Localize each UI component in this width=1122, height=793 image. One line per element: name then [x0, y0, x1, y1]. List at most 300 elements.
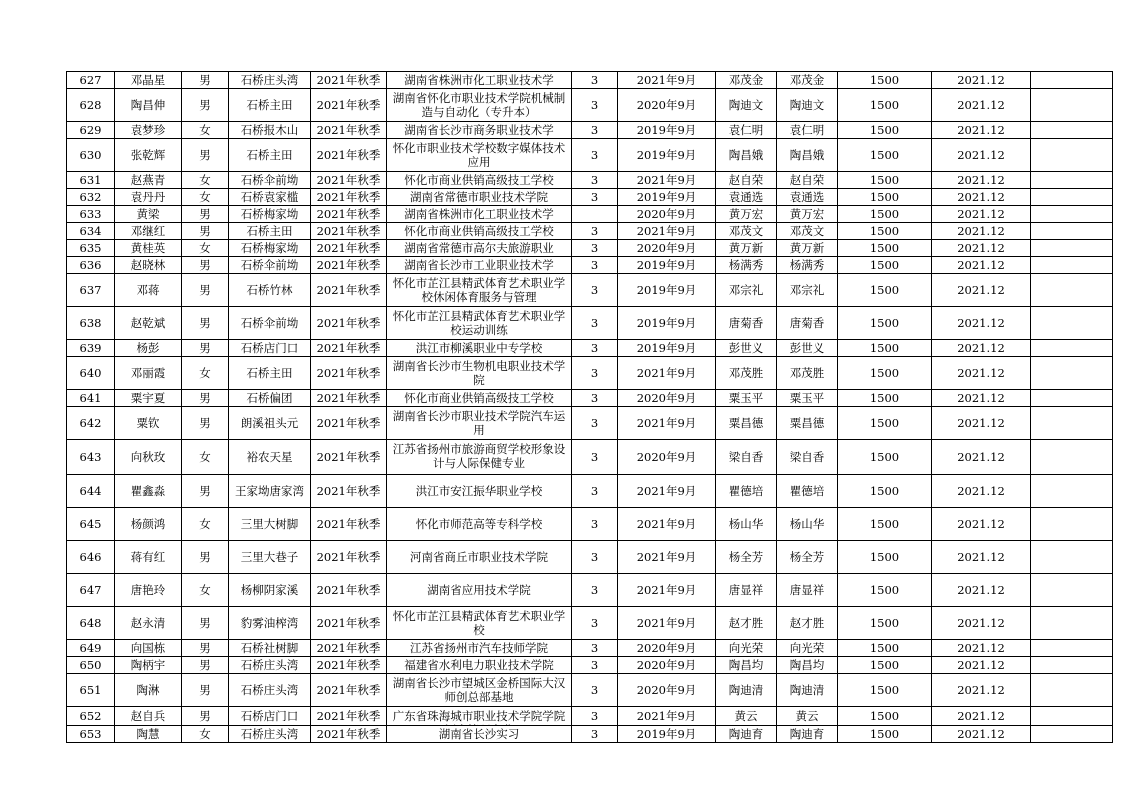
student-name-cell: [115, 640, 182, 657]
enrollment-date-cell: [618, 240, 716, 257]
payee-name-cell: [777, 206, 838, 223]
remarks-cell: [1031, 726, 1113, 743]
term-cell: [311, 541, 387, 574]
payee-name-cell: [777, 508, 838, 541]
program-years: 3: [590, 550, 599, 564]
enrollment-date: 2021年9月: [636, 583, 697, 597]
gender-cell: [182, 139, 229, 172]
guardian-name-cell: [716, 440, 777, 475]
payment-date-cell: [932, 707, 1031, 726]
program-years: 3: [590, 583, 599, 597]
table-row: [67, 257, 1113, 274]
village: 石桥庄头湾: [240, 727, 299, 741]
table-row: [67, 508, 1113, 541]
subsidy-amount: 1500: [869, 190, 900, 204]
enrollment-date: 2021年9月: [636, 484, 697, 498]
row-number-cell: [67, 139, 115, 172]
village: 裕农天星: [246, 450, 293, 464]
enrollment-date-cell: [618, 357, 716, 390]
term: 2021年秋季: [316, 366, 381, 380]
school: 湖南省株洲市化工职业技术学: [404, 73, 554, 87]
student-name-cell: [115, 407, 182, 440]
payee-name: 陶昌娥: [789, 148, 825, 162]
guardian-name: 袁通选: [728, 190, 764, 204]
school: 湖南省株洲市化工职业技术学: [404, 207, 554, 221]
subsidy-amount-cell: [838, 223, 932, 240]
table-row: [67, 541, 1113, 574]
payee-name: 袁通选: [789, 190, 825, 204]
table-body: [67, 72, 1113, 743]
student-name: 黄梁: [136, 207, 160, 221]
term-cell: [311, 707, 387, 726]
payee-name-cell: [777, 257, 838, 274]
enrollment-date: 2021年9月: [636, 416, 697, 430]
gender: 男: [199, 550, 211, 564]
payment-date: 2021.12: [957, 316, 1005, 330]
program-years: 3: [590, 148, 599, 162]
student-name-cell: [115, 726, 182, 743]
guardian-name-cell: [716, 657, 777, 674]
guardian-name: 邓茂胜: [728, 366, 764, 380]
remarks-cell: [1031, 257, 1113, 274]
payment-date-cell: [932, 139, 1031, 172]
program-years-cell: [572, 139, 618, 172]
student-name-cell: [115, 390, 182, 407]
enrollment-date: 2021年9月: [636, 173, 697, 187]
payee-name: 邓宗礼: [789, 283, 825, 297]
payee-name-cell: [777, 707, 838, 726]
school-cell: [387, 340, 572, 357]
student-name-cell: [115, 607, 182, 640]
subsidy-amount: 1500: [869, 341, 900, 355]
remarks-cell: [1031, 357, 1113, 390]
row-number-cell: [67, 172, 115, 189]
payee-name-cell: [777, 357, 838, 390]
payee-name-cell: [777, 407, 838, 440]
term-cell: [311, 274, 387, 307]
student-name: 粟钦: [136, 416, 160, 430]
gender: 女: [199, 583, 211, 597]
remarks-cell: [1031, 440, 1113, 475]
payment-date-cell: [932, 307, 1031, 340]
student-name-cell: [115, 72, 182, 89]
payment-date: 2021.12: [957, 258, 1005, 272]
table-row: [67, 726, 1113, 743]
gender-cell: [182, 172, 229, 189]
payee-name-cell: [777, 89, 838, 122]
remarks-cell: [1031, 340, 1113, 357]
row-number-cell: [67, 357, 115, 390]
enrollment-date: 2021年9月: [636, 616, 697, 630]
subsidy-amount-cell: [838, 307, 932, 340]
guardian-name-cell: [716, 475, 777, 508]
payment-date-cell: [932, 407, 1031, 440]
subsidy-amount: 1500: [869, 73, 900, 87]
subsidy-amount-cell: [838, 122, 932, 139]
subsidy-amount-cell: [838, 189, 932, 206]
program-years: 3: [590, 173, 599, 187]
payment-date: 2021.12: [957, 241, 1005, 255]
guardian-name-cell: [716, 508, 777, 541]
enrollment-date-cell: [618, 440, 716, 475]
payee-name-cell: [777, 475, 838, 508]
village-cell: [229, 172, 311, 189]
guardian-name: 梁自香: [728, 450, 764, 464]
table-row: [67, 657, 1113, 674]
payee-name: 黄万宏: [789, 207, 825, 221]
row-number-cell: [67, 607, 115, 640]
row-number: 644: [79, 484, 102, 498]
payee-name: 粟昌德: [789, 416, 825, 430]
school-cell: [387, 172, 572, 189]
gender: 男: [199, 658, 211, 672]
term: 2021年秋季: [316, 341, 381, 355]
payment-date: 2021.12: [957, 73, 1005, 87]
enrollment-date-cell: [618, 541, 716, 574]
row-number: 651: [79, 683, 102, 697]
subsidy-amount: 1500: [869, 683, 900, 697]
enrollment-date-cell: [618, 223, 716, 240]
enrollment-date: 2020年9月: [636, 658, 697, 672]
guardian-name: 唐显祥: [728, 583, 764, 597]
enrollment-date: 2020年9月: [636, 98, 697, 112]
guardian-name: 粟玉平: [728, 391, 764, 405]
student-name-cell: [115, 172, 182, 189]
row-number: 640: [79, 366, 102, 380]
table-row: [67, 189, 1113, 206]
subsidy-amount: 1500: [869, 123, 900, 137]
school: 广东省珠海城市职业技术学院学院: [392, 709, 566, 723]
program-years-cell: [572, 390, 618, 407]
guardian-name-cell: [716, 407, 777, 440]
enrollment-date-cell: [618, 307, 716, 340]
program-years: 3: [590, 391, 599, 405]
gender: 女: [199, 241, 211, 255]
payee-name: 袁仁明: [789, 123, 825, 137]
village: 石桥庄头湾: [240, 658, 299, 672]
payee-name-cell: [777, 390, 838, 407]
row-number-cell: [67, 274, 115, 307]
guardian-name: 袁仁明: [728, 123, 764, 137]
term-cell: [311, 307, 387, 340]
village: 石桥伞前坳: [240, 173, 299, 187]
guardian-name: 瞿德培: [728, 484, 764, 498]
payment-date-cell: [932, 674, 1031, 707]
program-years: 3: [590, 616, 599, 630]
gender-cell: [182, 475, 229, 508]
table-row: [67, 307, 1113, 340]
payment-date-cell: [932, 657, 1031, 674]
gender: 男: [199, 316, 211, 330]
guardian-name: 杨满秀: [728, 258, 764, 272]
enrollment-date: 2021年9月: [636, 224, 697, 238]
program-years-cell: [572, 475, 618, 508]
village: 石桥店门口: [240, 709, 299, 723]
term-cell: [311, 357, 387, 390]
guardian-name-cell: [716, 541, 777, 574]
village-cell: [229, 223, 311, 240]
school-cell: [387, 607, 572, 640]
guardian-name-cell: [716, 172, 777, 189]
row-number: 643: [79, 450, 102, 464]
student-name: 瞿鑫淼: [130, 484, 166, 498]
term: 2021年秋季: [316, 98, 381, 112]
term: 2021年秋季: [316, 123, 381, 137]
student-name: 向秋玫: [130, 450, 166, 464]
subsidy-amount: 1500: [869, 450, 900, 464]
program-years: 3: [590, 709, 599, 723]
guardian-name: 陶昌均: [728, 658, 764, 672]
student-name-cell: [115, 206, 182, 223]
remarks-cell: [1031, 189, 1113, 206]
table-row: [67, 475, 1113, 508]
program-years: 3: [590, 316, 599, 330]
gender-cell: [182, 206, 229, 223]
term-cell: [311, 340, 387, 357]
program-years: 3: [590, 683, 599, 697]
gender-cell: [182, 72, 229, 89]
village-cell: [229, 257, 311, 274]
payment-date: 2021.12: [957, 207, 1005, 221]
payment-date-cell: [932, 223, 1031, 240]
guardian-name-cell: [716, 574, 777, 607]
program-years: 3: [590, 258, 599, 272]
row-number-cell: [67, 440, 115, 475]
guardian-name-cell: [716, 674, 777, 707]
guardian-name: 唐菊香: [728, 316, 764, 330]
school: 湖南省长沙市职业技术学院汽车运用: [392, 409, 566, 437]
guardian-name: 黄云: [734, 709, 758, 723]
student-name-cell: [115, 541, 182, 574]
village-cell: [229, 508, 311, 541]
subsidy-amount: 1500: [869, 173, 900, 187]
school: 湖南省怀化市职业技术学院机械制造与自动化（专升本）: [392, 91, 566, 119]
program-years-cell: [572, 440, 618, 475]
program-years: 3: [590, 341, 599, 355]
payment-date-cell: [932, 357, 1031, 390]
row-number: 639: [79, 341, 102, 355]
village-cell: [229, 274, 311, 307]
village: 石桥伞前坳: [240, 316, 299, 330]
school: 湖南省应用技术学院: [427, 583, 531, 597]
village-cell: [229, 440, 311, 475]
term: 2021年秋季: [316, 658, 381, 672]
student-name-cell: [115, 657, 182, 674]
guardian-name: 杨全芳: [728, 550, 764, 564]
school-cell: [387, 139, 572, 172]
enrollment-date-cell: [618, 407, 716, 440]
payee-name: 赵才胜: [789, 616, 825, 630]
payment-date-cell: [932, 206, 1031, 223]
subsidy-amount: 1500: [869, 484, 900, 498]
enrollment-date-cell: [618, 172, 716, 189]
term: 2021年秋季: [316, 173, 381, 187]
payment-date: 2021.12: [957, 450, 1005, 464]
gender: 女: [199, 366, 211, 380]
guardian-name: 邓宗礼: [728, 283, 764, 297]
table-row: [67, 357, 1113, 390]
payee-name-cell: [777, 274, 838, 307]
school: 湖南省长沙市商务职业技术学: [404, 123, 554, 137]
program-years: 3: [590, 241, 599, 255]
enrollment-date: 2021年9月: [636, 73, 697, 87]
student-name: 邓晶星: [130, 73, 166, 87]
student-name-cell: [115, 223, 182, 240]
village-cell: [229, 407, 311, 440]
term: 2021年秋季: [316, 709, 381, 723]
row-number: 638: [79, 316, 102, 330]
gender-cell: [182, 574, 229, 607]
enrollment-date-cell: [618, 508, 716, 541]
gender: 男: [199, 258, 211, 272]
village-cell: [229, 206, 311, 223]
row-number-cell: [67, 223, 115, 240]
payment-date-cell: [932, 726, 1031, 743]
gender-cell: [182, 508, 229, 541]
enrollment-date: 2021年9月: [636, 550, 697, 564]
row-number: 628: [79, 98, 102, 112]
payee-name-cell: [777, 674, 838, 707]
student-name: 陶淋: [136, 683, 160, 697]
student-name: 黄桂英: [130, 241, 166, 255]
student-name-cell: [115, 357, 182, 390]
row-number: 636: [79, 258, 102, 272]
payment-date-cell: [932, 390, 1031, 407]
gender: 男: [199, 341, 211, 355]
guardian-name-cell: [716, 357, 777, 390]
program-years-cell: [572, 257, 618, 274]
program-years-cell: [572, 72, 618, 89]
payee-name: 黄万新: [789, 241, 825, 255]
row-number: 635: [79, 241, 102, 255]
gender-cell: [182, 357, 229, 390]
guardian-name: 陶昌娥: [728, 148, 764, 162]
row-number-cell: [67, 257, 115, 274]
program-years: 3: [590, 123, 599, 137]
payee-name-cell: [777, 172, 838, 189]
payment-date: 2021.12: [957, 658, 1005, 672]
program-years-cell: [572, 223, 618, 240]
gender-cell: [182, 240, 229, 257]
table-row: [67, 274, 1113, 307]
term-cell: [311, 189, 387, 206]
payment-date-cell: [932, 440, 1031, 475]
subsidy-amount: 1500: [869, 283, 900, 297]
enrollment-date: 2019年9月: [636, 123, 697, 137]
school: 河南省商丘市职业技术学院: [410, 550, 548, 564]
program-years-cell: [572, 707, 618, 726]
term-cell: [311, 240, 387, 257]
guardian-name: 陶迪文: [728, 98, 764, 112]
payment-date: 2021.12: [957, 683, 1005, 697]
student-name: 赵自兵: [130, 709, 166, 723]
enrollment-date: 2019年9月: [636, 316, 697, 330]
village-cell: [229, 657, 311, 674]
enrollment-date-cell: [618, 122, 716, 139]
village: 三里大树脚: [240, 517, 299, 531]
term-cell: [311, 89, 387, 122]
guardian-name: 陶迪育: [728, 727, 764, 741]
subsidy-amount: 1500: [869, 148, 900, 162]
village: 石桥店门口: [240, 341, 299, 355]
payee-name-cell: [777, 726, 838, 743]
row-number: 649: [79, 641, 102, 655]
school: 洪江市柳溪职业中专学校: [415, 341, 543, 355]
subsidy-amount-cell: [838, 475, 932, 508]
student-name-cell: [115, 122, 182, 139]
row-number-cell: [67, 240, 115, 257]
school-cell: [387, 390, 572, 407]
payee-name: 陶迪清: [789, 683, 825, 697]
payee-name-cell: [777, 122, 838, 139]
table-row: [67, 122, 1113, 139]
village-cell: [229, 189, 311, 206]
table-row: [67, 640, 1113, 657]
village-cell: [229, 541, 311, 574]
term: 2021年秋季: [316, 727, 381, 741]
term-cell: [311, 223, 387, 240]
enrollment-date-cell: [618, 139, 716, 172]
village: 杨柳阴家溪: [240, 583, 299, 597]
gender-cell: [182, 607, 229, 640]
row-number-cell: [67, 726, 115, 743]
enrollment-date-cell: [618, 657, 716, 674]
payee-name: 赵自荣: [789, 173, 825, 187]
program-years-cell: [572, 122, 618, 139]
student-name-cell: [115, 340, 182, 357]
payment-date: 2021.12: [957, 550, 1005, 564]
payee-name: 唐显祥: [789, 583, 825, 597]
program-years-cell: [572, 541, 618, 574]
school: 怀化市商业供销高级技工学校: [404, 173, 554, 187]
remarks-cell: [1031, 407, 1113, 440]
payee-name: 瞿德培: [789, 484, 825, 498]
school-cell: [387, 72, 572, 89]
payment-date: 2021.12: [957, 283, 1005, 297]
guardian-name-cell: [716, 640, 777, 657]
subsidy-amount-cell: [838, 274, 932, 307]
enrollment-date-cell: [618, 206, 716, 223]
table-row: [67, 172, 1113, 189]
enrollment-date: 2021年9月: [636, 517, 697, 531]
enrollment-date: 2019年9月: [636, 258, 697, 272]
row-number-cell: [67, 307, 115, 340]
subsidy-amount-cell: [838, 508, 932, 541]
table-row: [67, 390, 1113, 407]
subsidy-amount: 1500: [869, 241, 900, 255]
term: 2021年秋季: [316, 190, 381, 204]
student-name-cell: [115, 139, 182, 172]
payee-name: 黄云: [795, 709, 819, 723]
gender-cell: [182, 541, 229, 574]
guardian-name-cell: [716, 72, 777, 89]
row-number: 634: [79, 224, 102, 238]
term: 2021年秋季: [316, 207, 381, 221]
program-years-cell: [572, 189, 618, 206]
payment-date-cell: [932, 189, 1031, 206]
guardian-name: 杨山华: [728, 517, 764, 531]
payment-date: 2021.12: [957, 190, 1005, 204]
payee-name-cell: [777, 223, 838, 240]
enrollment-date: 2019年9月: [636, 727, 697, 741]
subsidy-amount-cell: [838, 206, 932, 223]
payee-name: 唐菊香: [789, 316, 825, 330]
program-years: 3: [590, 727, 599, 741]
guardian-name-cell: [716, 274, 777, 307]
school-cell: [387, 726, 572, 743]
term-cell: [311, 390, 387, 407]
table-row: [67, 607, 1113, 640]
